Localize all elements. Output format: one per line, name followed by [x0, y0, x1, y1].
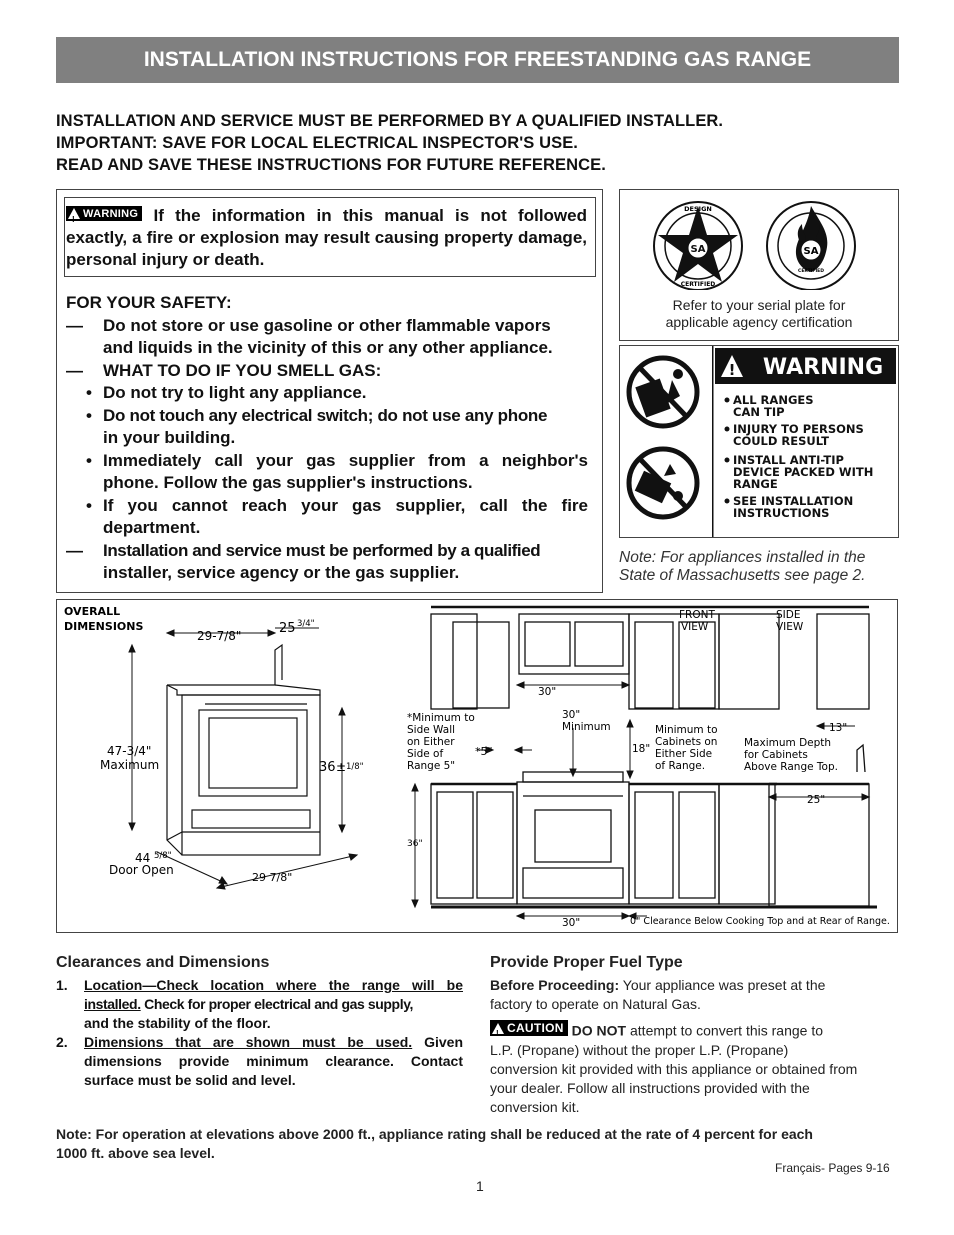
min-30-value: 30"	[562, 709, 581, 721]
gas-bullet-4-line-2: department.	[103, 518, 201, 537]
item-1-rest: Check for proper electrical and gas supply,	[140, 996, 414, 1012]
max-depth-note	[744, 737, 838, 773]
bullet-mark: •	[86, 450, 92, 470]
dimensions-drawing	[57, 600, 897, 932]
dim-13: 13"	[829, 722, 848, 734]
mass-note-line-1: Note: For appliances installed in the	[619, 549, 866, 566]
seal2-bottom-text: CERTIFIED	[798, 269, 824, 274]
gas-bullet-2-line-2: in your building.	[103, 428, 236, 447]
svg-text:SA: SA	[803, 246, 819, 257]
side-wall-note	[407, 712, 475, 772]
before-proceeding-label: Before Proceeding:	[490, 977, 620, 993]
fuel-body	[490, 976, 900, 1117]
item-2-line-2: dimensions provide minimum clearance. Contact	[84, 1053, 463, 1069]
label-item-4b: INSTRUCTIONS	[733, 506, 830, 520]
item-number: 1.	[56, 977, 68, 993]
dash-mark: —	[66, 315, 83, 335]
safety-item-3-line-1: Installation and service must be performed by a qualified	[103, 540, 541, 560]
caution-text-2: L.P. (Propane) without the proper L.P. (Propane)	[490, 1041, 789, 1058]
tip-over-pictograms	[620, 346, 898, 537]
item-1-line-1: Location—Check location where the range will be	[84, 977, 463, 993]
depth-top-frac: 3/4"	[297, 619, 315, 629]
svg-text:Minimum to: Minimum to	[655, 724, 718, 736]
dim-18: 18"	[632, 743, 651, 755]
french-pages-note: Français- Pages 9-16	[775, 1161, 890, 1175]
side-view-label-1: SIDE	[776, 609, 801, 621]
bullet-mark: •	[86, 495, 92, 515]
warning-triangle-icon	[68, 208, 80, 219]
tip-over-warning-label	[619, 345, 899, 538]
safety-item-1	[66, 315, 588, 360]
range-outline-drawing	[167, 645, 320, 855]
clearance-item-1	[56, 976, 463, 1033]
overall-label-2: DIMENSIONS	[64, 620, 144, 633]
cabinet-min-note	[655, 724, 718, 772]
label-item-4a: SEE INSTALLATION	[733, 494, 854, 508]
bullet-mark: •	[86, 383, 92, 402]
svg-text:for Cabinets: for Cabinets	[744, 749, 808, 761]
tip-over-prohibit-icon-1	[629, 358, 697, 426]
label-item-3b: DEVICE PACKED WITH	[733, 465, 874, 479]
overall-label-1: OVERALL	[64, 605, 121, 618]
gas-bullet-1-text: Do not try to light any appliance.	[103, 383, 367, 402]
svg-text:on Either: on Either	[407, 736, 455, 748]
dash-mark: —	[66, 360, 83, 380]
seal-bottom-text: CERTIFIED	[680, 281, 716, 288]
cert-note-line-1: Refer to your serial plate for	[672, 297, 846, 313]
warning-badge	[66, 206, 142, 221]
item-2-line-3: surface must be solid and level.	[84, 1072, 296, 1088]
header-line-3: READ AND SAVE THESE INSTRUCTIONS FOR FUTURE REFERENCE.	[56, 156, 606, 174]
dim-30-top: 30"	[538, 686, 557, 698]
tip-over-prohibit-icon-2	[629, 449, 697, 517]
clearance-note: 0" Clearance Below Cooking Top and at Rear of Range.	[630, 916, 890, 927]
flame-certified-seal-icon	[767, 202, 855, 290]
clearance-item-2	[56, 1033, 463, 1090]
elevation-note-line-2: 1000 ft. above sea level.	[56, 1145, 215, 1161]
do-not-label: DO NOT	[571, 1022, 627, 1039]
certification-seals	[620, 190, 898, 290]
clearances-list	[56, 976, 463, 1090]
caution-badge	[490, 1020, 568, 1036]
before-proceeding-line-2: factory to operate on Natural Gas.	[490, 996, 701, 1012]
front-view-label-2: VIEW	[681, 621, 709, 633]
gas-bullet-3-line-2: phone. Follow the gas supplier's instructions.	[103, 473, 473, 492]
front-view-label-1: FRONT	[679, 609, 715, 621]
caution-text-4: your dealer. Follow all instructions provided with the	[490, 1079, 810, 1096]
safety-item-1-line-1: Do not store or use gasoline or other flammable vapors	[103, 315, 551, 335]
gas-bullet-2	[66, 405, 588, 450]
safety-item-2	[66, 360, 588, 383]
safety-section	[66, 292, 588, 585]
svg-text:Side Wall: Side Wall	[407, 724, 456, 736]
dash-mark: —	[66, 540, 83, 560]
caution-text-3: conversion kit provided with this appliance or obtained from	[490, 1060, 858, 1077]
height-36-frac: 1/8"	[346, 762, 364, 772]
safety-heading: FOR YOUR SAFETY:	[66, 293, 232, 312]
mass-note-line-2: State of Massachusetts see page 2.	[619, 567, 866, 584]
gas-bullet-1	[66, 382, 588, 405]
item-1-line-3: and the stability of the floor.	[84, 1015, 271, 1031]
elevation-note-line-1: Note: For operation at elevations above 2000 ft., appliance rating shall be reduced at the rate of 4 percent for each	[56, 1126, 813, 1142]
dim-36: 36"	[407, 839, 423, 849]
dimensions-diagram	[56, 599, 898, 933]
bullet-mark: •	[86, 405, 92, 425]
svg-text:Above Range Top.: Above Range Top.	[744, 761, 838, 773]
svg-text:Range 5": Range 5"	[407, 760, 456, 772]
height-36-pm: ±	[336, 760, 347, 774]
svg-text:SA: SA	[690, 244, 706, 255]
cert-note-line-2: applicable agency certification	[665, 314, 853, 330]
fuel-title: Provide Proper Fuel Type	[490, 954, 683, 971]
item-2-underlined: Dimensions that are shown must be used.	[84, 1034, 413, 1050]
item-2-rest: Given	[412, 1034, 464, 1050]
gas-bullet-3-line-1: Immediately call your gas supplier from a neighbor's	[103, 450, 588, 470]
warning-text-block	[66, 205, 587, 271]
svg-text:!: !	[728, 361, 736, 379]
seal-top-text: DESIGN	[684, 205, 712, 213]
elevation-note	[56, 1125, 906, 1163]
label-item-2a: INJURY TO PERSONS	[733, 422, 864, 436]
min-30-label: Minimum	[562, 721, 611, 733]
height-max-dim: 47-3/4"	[107, 744, 152, 758]
label-item-3a: INSTALL ANTI-TIP	[733, 453, 844, 467]
page-title	[56, 37, 899, 83]
page-number: 1	[476, 1178, 484, 1194]
dim-star-5: *5"	[475, 745, 493, 758]
safety-item-3-line-2: installer, service agency or the gas supplier.	[103, 563, 460, 582]
svg-text:Side of: Side of	[407, 748, 444, 760]
label-item-1b: CAN TIP	[733, 405, 785, 419]
door-open-dim: 44	[135, 851, 151, 865]
side-view-label-2: VIEW	[776, 621, 804, 633]
label-item-1a: ALL RANGES	[733, 393, 814, 407]
door-open-label: Door Open	[109, 863, 174, 877]
door-open-frac: 5/8"	[154, 851, 172, 861]
item-1-underlined: installed.	[84, 996, 141, 1012]
design-certified-seal-icon	[654, 202, 742, 290]
height-36-dim: 36	[319, 760, 336, 775]
svg-text:Either Side: Either Side	[655, 748, 713, 760]
item-number: 2.	[56, 1034, 68, 1050]
safety-item-2-line: WHAT TO DO IF YOU SMELL GAS:	[103, 360, 382, 380]
before-proceeding-text: Your appliance was preset at the	[619, 977, 826, 993]
dim-30-bottom: 30"	[562, 917, 581, 929]
safety-item-1-line-2: and liquids in the vicinity of this or any other appliance.	[103, 338, 553, 357]
dim-25: 25"	[807, 794, 826, 806]
caution-text-1: attempt to convert this range to	[626, 1022, 823, 1039]
height-max-label: Maximum	[100, 758, 160, 772]
svg-text:*Minimum to: *Minimum to	[407, 712, 475, 724]
title-text: INSTALLATION INSTRUCTIONS FOR FREESTANDING GAS RANGE	[143, 48, 812, 71]
gas-bullet-2-line-1: Do not touch any electrical switch; do not use any phone	[103, 405, 548, 425]
caution-text-5: conversion kit.	[490, 1098, 580, 1115]
warning-text: If the information in this manual is not followed exactly, a fire or explosion may result causing property damage, personal injury or death.	[66, 206, 587, 269]
caution-triangle-icon	[492, 1023, 504, 1034]
depth-top-dim: 25	[279, 621, 296, 636]
warning-label-title: WARNING	[762, 355, 884, 380]
header-line-2: IMPORTANT: SAVE FOR LOCAL ELECTRICAL INSPECTOR'S USE.	[56, 134, 578, 152]
gas-bullet-4-line-1: If you cannot reach your gas supplier, call the fire	[103, 495, 588, 515]
header-line-1: INSTALLATION AND SERVICE MUST BE PERFORMED BY A QUALIFIED INSTALLER.	[56, 112, 724, 130]
label-item-2b: COULD RESULT	[733, 434, 830, 448]
svg-text:of Range.: of Range.	[655, 760, 706, 772]
warning-badge-label: WARNING	[83, 207, 139, 220]
clearances-title: Clearances and Dimensions	[56, 954, 270, 971]
width-bottom-dim: 29 7/8"	[252, 871, 293, 884]
gas-bullet-4	[66, 495, 588, 540]
safety-item-3	[66, 540, 588, 585]
gas-bullet-3	[66, 450, 588, 495]
certification-box	[619, 189, 899, 341]
cert-note	[620, 297, 898, 331]
label-item-3c: RANGE	[733, 477, 778, 491]
svg-text:Maximum Depth: Maximum Depth	[744, 737, 832, 749]
massachusetts-note	[619, 549, 904, 585]
width-top-dim: 29-7/8"	[197, 629, 242, 643]
caution-badge-label: CAUTION	[507, 1020, 564, 1035]
svg-text:Cabinets on: Cabinets on	[655, 736, 718, 748]
